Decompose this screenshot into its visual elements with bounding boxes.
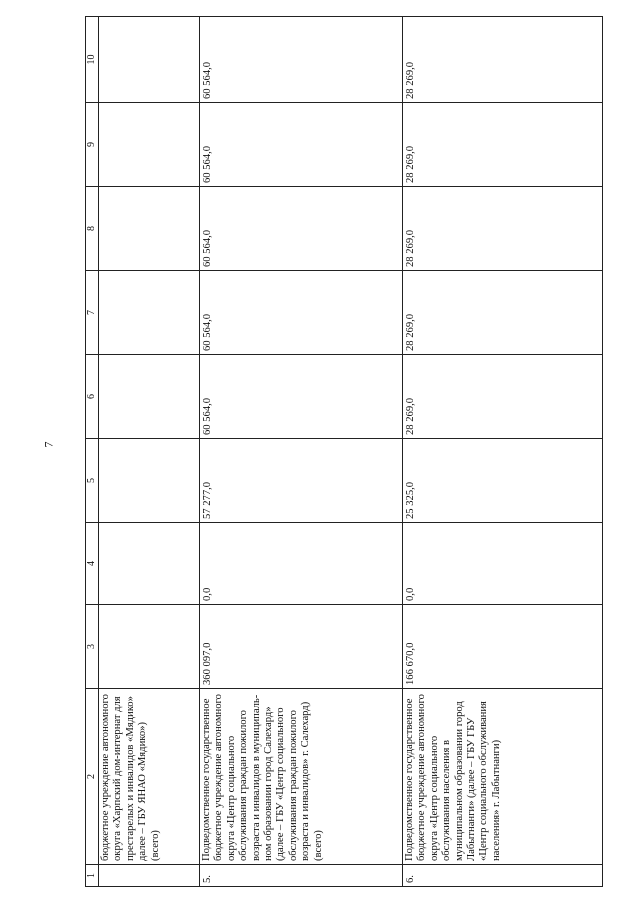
value-col8: 28 269,0	[403, 187, 603, 271]
col-header-7: 7	[86, 271, 99, 355]
col-header-8: 8	[86, 187, 99, 271]
value-col3: 360 097,0	[200, 605, 403, 689]
value-col4	[99, 523, 200, 605]
col-header-2: 2	[86, 689, 99, 865]
value-col10	[99, 17, 200, 103]
value-col5: 25 325,0	[403, 439, 603, 523]
table-row	[200, 17, 403, 887]
institution-name: Подведомственное государственное бюджетное учреждение автономного округа «Центр социального обслуживания населения в муниципальном образовании город Лабытнанги» (далее – ГБУ ГБУ «Центр социального обслуживания населения» г. Лабытнанги)	[403, 689, 603, 865]
budget-table	[85, 16, 603, 887]
value-col4: 0,0	[403, 523, 603, 605]
col-header-9: 9	[86, 103, 99, 187]
value-col7	[99, 271, 200, 355]
row-number	[99, 865, 200, 887]
value-col6: 28 269,0	[403, 355, 603, 439]
value-col6	[99, 355, 200, 439]
value-col10: 28 269,0	[403, 17, 603, 103]
col-header-1: 1	[86, 865, 99, 887]
col-header-5: 5	[86, 439, 99, 523]
value-col10: 60 564,0	[200, 17, 403, 103]
page-number: 7	[41, 441, 56, 448]
institution-name: бюджетное учреждение автономного округа «Харпский дом-интернат для престарелых и инвалидов «Мядико» далее – ГБУ ЯНАО «Мядико») (всего)	[99, 689, 200, 865]
value-col6: 60 564,0	[200, 355, 403, 439]
rotated-table-page	[85, 17, 632, 887]
col-header-10: 10	[86, 17, 99, 103]
column-number-row	[86, 17, 99, 887]
value-col5: 57 277,0	[200, 439, 403, 523]
value-col5	[99, 439, 200, 523]
col-header-6: 6	[86, 355, 99, 439]
value-col7: 28 269,0	[403, 271, 603, 355]
row-number: 5.	[200, 865, 403, 887]
value-col9: 28 269,0	[403, 103, 603, 187]
col-header-4: 4	[86, 523, 99, 605]
row-number: 6.	[403, 865, 603, 887]
value-col3	[99, 605, 200, 689]
table-row	[99, 17, 200, 887]
value-col8	[99, 187, 200, 271]
value-col4: 0,0	[200, 523, 403, 605]
table-row	[403, 17, 603, 887]
value-col3: 166 670,0	[403, 605, 603, 689]
value-col9	[99, 103, 200, 187]
col-header-3: 3	[86, 605, 99, 689]
value-col7: 60 564,0	[200, 271, 403, 355]
value-col9: 60 564,0	[200, 103, 403, 187]
value-col8: 60 564,0	[200, 187, 403, 271]
institution-name: Подведомственное государственное бюджетное учреждение автономного округа «Центр социального обслуживания граждан пожилого возраста и инвалидов в муниципаль-ном образовании город Салехард» (далее – ГБУ «Центр социального обслуживания граждан пожилого возраста и инвалидов» г. Салехард) (всего)	[200, 689, 403, 865]
